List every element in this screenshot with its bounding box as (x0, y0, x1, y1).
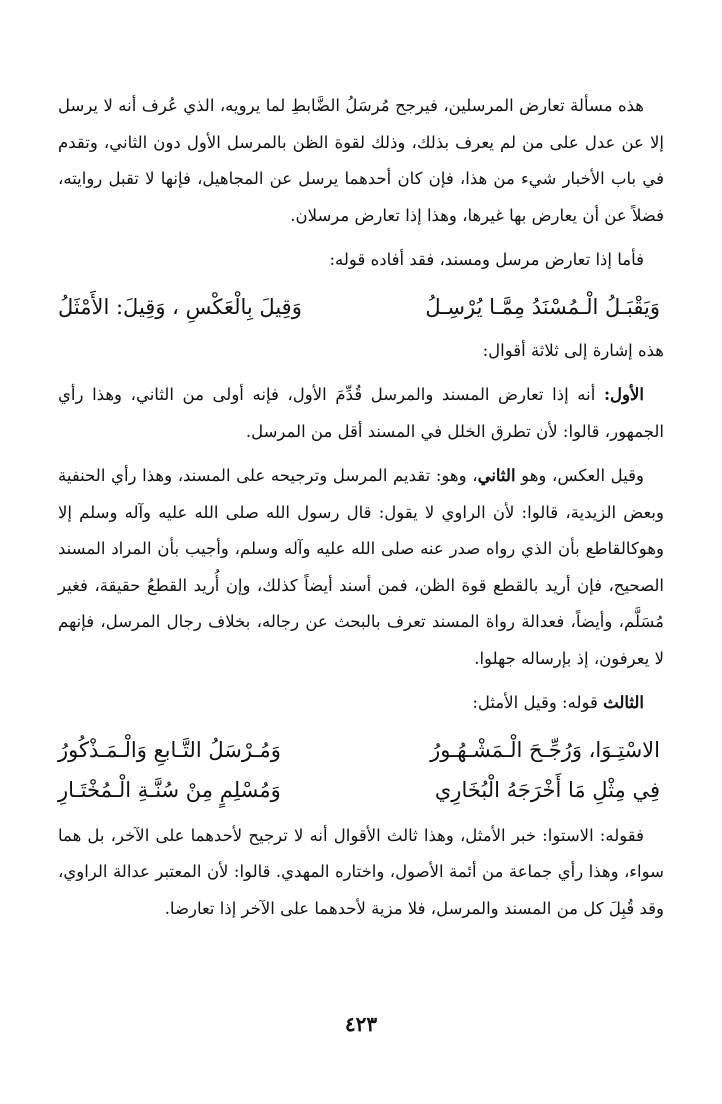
verse-line-3 (58, 770, 664, 810)
verse-3-right-hemistich: فِي مِثْلِ مَا أَخْرَجَهُ الْبُخَارِي (434, 777, 660, 802)
verse-2-right-hemistich: الاسْتِـوَا، وَرُجِّـحَ الْـمَشْـهُـورُ (430, 737, 660, 762)
verse-block-2 (58, 730, 664, 810)
second-opinion-text: ، وهو: تقديم المرسل وترجيحه على المسند، وهذا رأي الحنفية وبعض الزيدية، قالوا: لأن الراوي لا يقول: قال رسول الله صلى الله عليه وآله وسلم إلا وهوكالقاطع بأن الذي رواه صدر عنه صلى الله عليه وآله وسلم، وأجيب بأن المراد المسند الصحيح، فإن أريد بالقطع قوة الظن، فمن أسند أيضاً كذلك، وإن أُريد القطعُ حقيقة، فغير مُسَلَّم، وأيضاً، فعدالة رواة المسند تعرف بالبحث عن رجاله، بخلاف رجال المرسل، فإنهم لا يعرفون، إذ بإرساله جهلوا. (58, 466, 664, 668)
paragraph-second-opinion (58, 458, 664, 677)
page-number: ٤٢٣ (344, 1012, 378, 1036)
verse-2-left-hemistich: وَمُـرْسَلُ التَّـابعِ وَالْـمَـذْكُورُ (58, 737, 281, 762)
paragraph-three-opinions: هذه إشارة إلى ثلاثة أقوال: (482, 340, 664, 360)
first-opinion-label: الأول: (603, 385, 644, 404)
paragraph-mursal-conflict: هذه مسألة تعارض المرسلين، فيرجح مُرسَلُ الضَّابطِ لما يرويه، الذي عُرف أنه لا يرسل إلا عن عدل على من لم يعرف بذلك، وذلك لقوة الظن بالمرسل الأول دون الثاني، وتقدم في باب الأخبار شيء من هذا، فإن كان أحدهما يرسل عن المجاهيل، فإنها لا تقبل روايته، فضلاً عن أن يعارض بها غيرها، وهذا إذا تعارض مرسلان. (58, 96, 664, 225)
third-opinion-label: الثالث (603, 693, 644, 712)
verse-1-right-hemistich: وَيَقْبَـلُ الْـمُسْنَدُ مِمَّـا يُرْسِـلُ (425, 294, 660, 319)
verse-1-left-hemistich: وَقِيلَ بِالْعَكْسِ ، وَقِيلَ: الأَمْثَلُ (58, 294, 302, 319)
third-opinion-text: قوله: وقيل الأمثل: (472, 693, 604, 712)
verse-line-1 (58, 287, 664, 327)
second-opinion-label: الثاني (477, 466, 516, 485)
paragraph-mursal-musnad-intro: فأما إذا تعارض مرسل ومسند، فقد أفاده قوله: (329, 250, 644, 269)
first-opinion-text: أنه إذا تعارض المسند والمرسل قُدِّمَ الأول، فإنه أولى من الثاني، وهذا رأي الجمهور، قالوا: لأن تطرق الخلل في المسند أقل من المرسل. (58, 385, 664, 441)
paragraph-third-opinion (58, 685, 664, 722)
second-opinion-before: وقيل العكس، وهو (515, 466, 644, 485)
verse-3-left-hemistich: وَمُسْلِمٍ مِنْ سُنَّـةِ الْـمُخْتَـارِ (58, 777, 281, 802)
paragraph-first-opinion (58, 377, 664, 450)
paragraph-explanation: فقوله: الاستوا: خبر الأمثل، وهذا ثالث الأقوال أنه لا ترجيح لأحدهما على الآخر، بل هما سواء، وهذا رأي جماعة من أئمة الأصول، واختاره المهدي. قالوا: لأن المعتبر عدالة الراوي، وقد قُبِلَ كل من المسند والمرسل، فلا مزية لأحدهما على الآخر إذا تعارضا. (58, 825, 664, 918)
verse-line-2 (58, 730, 664, 770)
